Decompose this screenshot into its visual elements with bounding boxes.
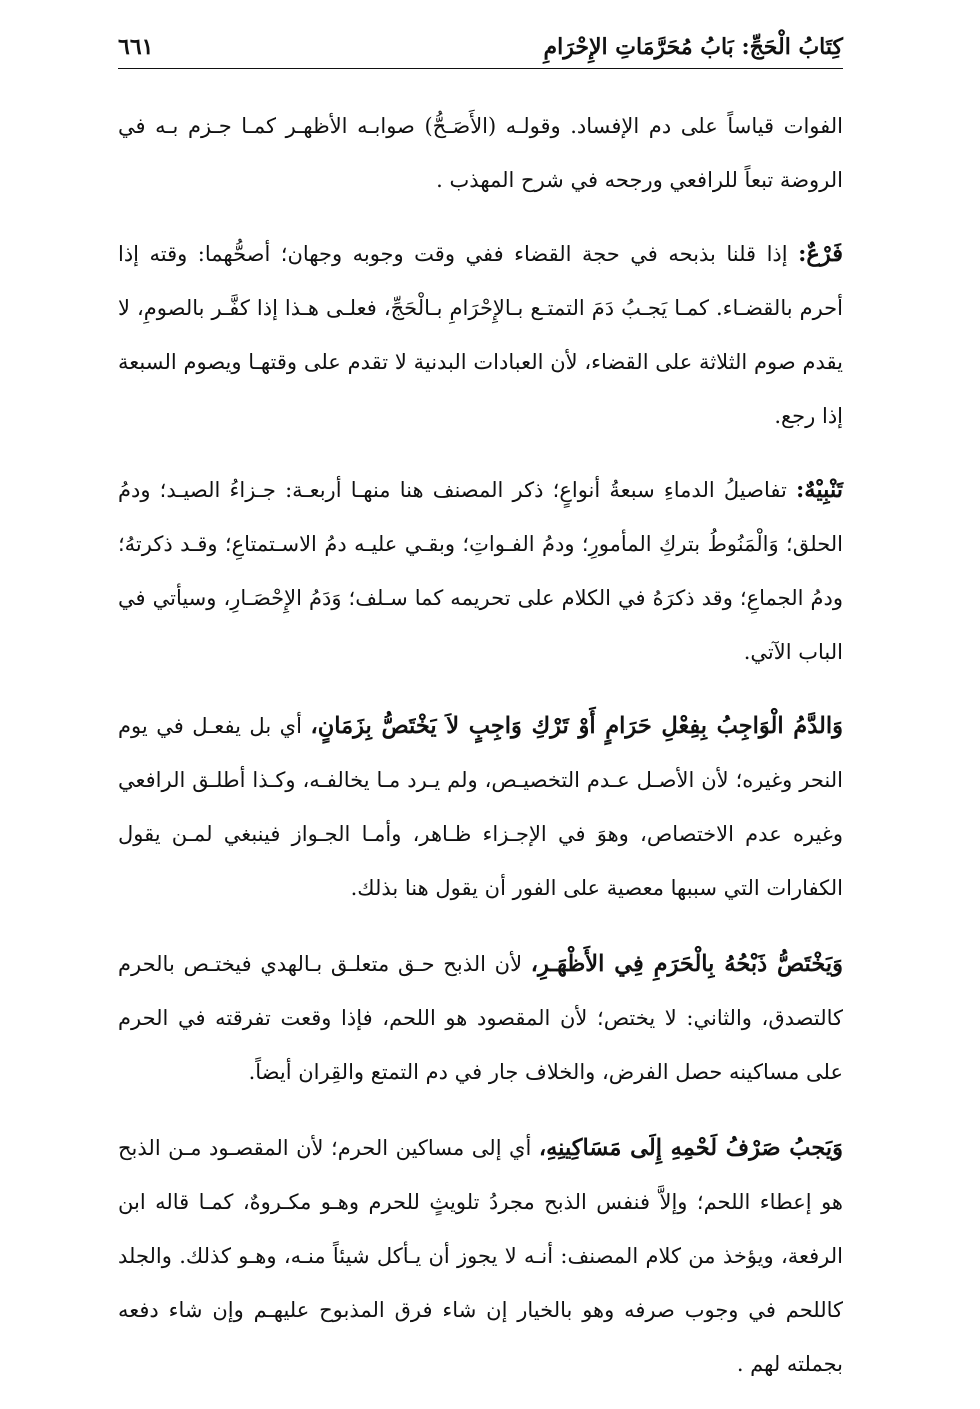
paragraph-text: تفاصيلُ الدماءِ سبعةُ أنواعٍ؛ ذكر المصنف هنا منهـا أربعـة: جـزاءُ الصيـد؛ ودمُ الحلق؛ وَالْمَنُوطُ بتركِ المأمورِ؛ ودمُ الفـواتِ؛ وبقـي عليـه دمُ الاسـتمتاعِ؛ وقـد ذكرتهُ؛ ودمُ الجماعِ؛ وقد ذكرَهُ في الكلام على تحريمه كما سـلف؛ وَدَمُ الإِحْصَـارِ، وسيأتي في الباب الآتي.	[118, 478, 843, 664]
matn-text: وَالدَّمُ الْوَاجِبُ بِفِعْلِ حَرَامٍ أَوْ تَرْكِ وَاجِبٍ لاَ يَخْتَصُّ بِزَمَانٍ،	[310, 713, 843, 739]
running-header	[118, 28, 843, 69]
paragraph-matn	[118, 699, 843, 915]
matn-text: وَيَجبُ صَرْفُ لَحْمِهِ إِلَى مَسَاكِينِهِ،	[538, 1135, 844, 1161]
paragraph-text: إذا قلنا بذبحه في حجة القضاء ففي وقت وجوبه وجهان؛ أصحُّهما: وقته إذا أحرم بالقضـاء. كمـا يَجـبُ دَمَ التمتـع بـالإِحْرَامِ بـالْحَجِّ، فعلـى هـذا إذا كفَّـر بالصومِ، لا يقدم صوم الثلاثة على القضاء، لأن العبادات البدنية لا تقدم على وقتهـا ويصوم السبعة إذا رجع.	[118, 242, 843, 428]
paragraph-matn	[118, 1121, 843, 1391]
page-number: ٦٦١	[118, 34, 154, 60]
sharh-text: أي إلى مساكين الحرم؛ لأن المقصـود مـن الذبح هو إعطاء اللحم؛ وإلاَّ فنفس الذبح مجردُ تلويثٍ للحرم وهـو مكـروهٌ، كمـا قاله ابن الرفعة، ويؤخذ من كلام المصنف: أنـه لا يجوز أن يـأكل شيئاً منـه، وهـو كذلك. والجلد كاللحم في وجوب صرفه وهو بالخيار إن شاء فرق المذبوح عليهـم وإن شاء دفعه بجملته لهم .	[118, 1136, 843, 1376]
header-title: كِتَابُ الْحَجِّ: بَابُ مُحَرَّمَاتِ الإِحْرَامِ	[543, 34, 843, 60]
paragraph-lead: تَنْبِيْهٌ:	[796, 477, 843, 503]
paragraph-lead: فَرْعٌ:	[798, 241, 843, 267]
page	[118, 28, 843, 1391]
matn-text: وَيَخْتَصُّ ذَبْحُهُ بِالْحَرَمِ فِي الأَظْهَـرِ،	[530, 951, 843, 977]
paragraph-tanbih	[118, 463, 843, 679]
sharh-text: أي بل يفعـل في يوم النحر وغيره؛ لأن الأصـل عـدم التخصيـص، ولم يـرد مـا يخالفـه، وكـذا أطلـق الرافعي وغيره عدم الاختصاص، وهوَ في الإجـزاء ظـاهر، وأمـا الجـواز فينبغي لمـن يقول الكفارات التي سببها معصية على الفور أن يقول هنا بذلك.	[118, 714, 843, 900]
paragraph-matn	[118, 937, 843, 1099]
paragraph-far	[118, 227, 843, 443]
sharh-text: لأن الذبح حـق متعلـق بـالهدي فيختـص بالحرم كالتصدق، والثاني: لا يختص؛ لأن المقصود هو اللحم، فإذا وقعت تفرقته في الحرم على مساكينه حصل الفرض، والخلاف جار في دم التمتع والقِران أيضاً.	[118, 952, 843, 1084]
paragraph	[118, 99, 843, 207]
paragraph-text: الفوات قياساً على دم الإفساد. وقولـه (الأَصَـحُّ) صوابـه الأظهـر كمـا جـزم بـه في الروضة تبعاً للرافعي ورجحه في شرح المهذب .	[118, 114, 843, 192]
